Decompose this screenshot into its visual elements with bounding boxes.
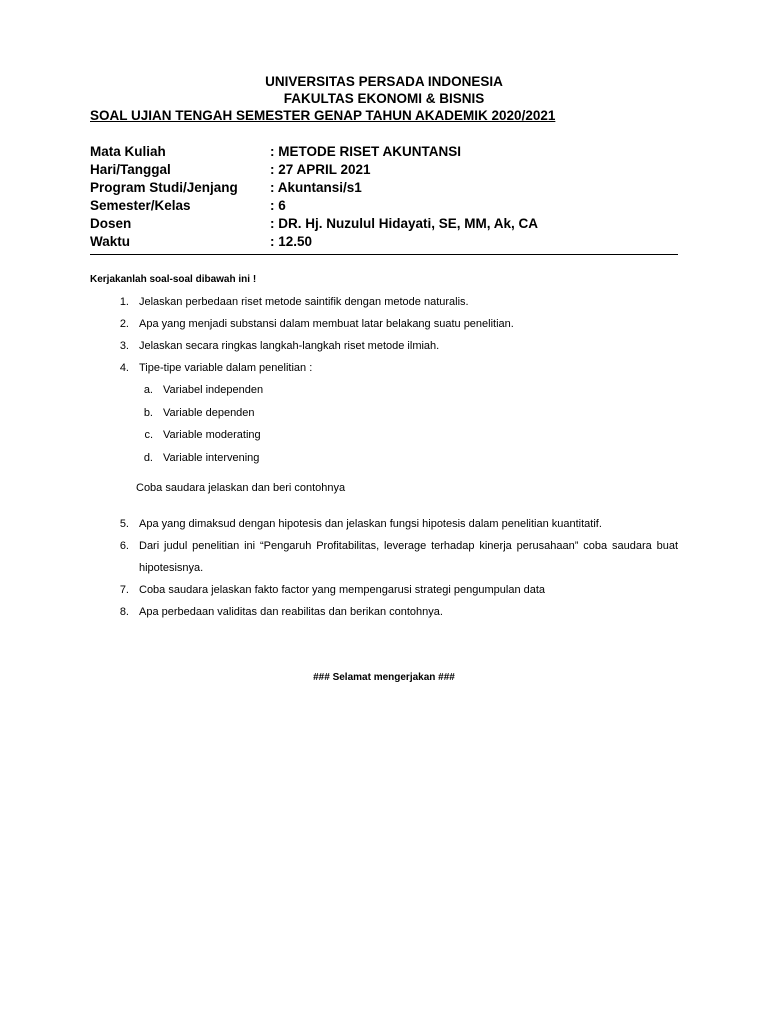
question-number: 4. <box>119 362 129 374</box>
question-number: 5. <box>119 518 129 530</box>
info-label: Mata Kuliah <box>90 144 166 159</box>
question-item <box>90 513 678 535</box>
question-number: 3. <box>119 340 129 352</box>
sub-item-text: Variabel independen <box>163 384 264 396</box>
sub-item-text: Variable dependen <box>163 406 255 419</box>
course-info <box>90 143 678 255</box>
question-text: Apa yang menjadi substansi dalam membuat latar belakang suatu penelitian. <box>139 318 514 330</box>
question-number: 7. <box>119 584 129 596</box>
info-value: : 12.50 <box>270 234 313 249</box>
exam-title: SOAL UJIAN TENGAH SEMESTER GENAP TAHUN AKADEMIK 2020/2021 <box>90 108 556 123</box>
question-text: Tipe-tipe variable dalam penelitian : <box>139 362 313 374</box>
info-row <box>90 161 678 179</box>
question-item <box>90 313 678 335</box>
question-text: Apa yang dimaksud dengan hipotesis dan jelaskan fungsi hipotesis dalam penelitian kuantitatif. <box>139 518 602 530</box>
info-label: Hari/Tanggal <box>90 162 171 177</box>
info-label: Semester/Kelas <box>90 198 191 213</box>
question-item <box>90 535 678 579</box>
sub-item <box>90 447 678 470</box>
question-item <box>90 335 678 357</box>
info-row <box>90 143 678 161</box>
info-label: Dosen <box>90 216 132 231</box>
sub-item-letter: c. <box>144 429 153 441</box>
sub-item <box>90 402 678 425</box>
sub-item <box>90 424 678 447</box>
closing-message: ### Selamat mengerjakan ### <box>313 672 455 683</box>
sub-item <box>90 379 678 402</box>
sub-item-letter: a. <box>143 384 153 396</box>
sub-item-text: Variable moderating <box>163 429 261 441</box>
question-number: 1. <box>119 296 129 308</box>
info-value: : 27 APRIL 2021 <box>270 162 371 177</box>
question-item <box>90 357 678 379</box>
question-item <box>90 579 678 601</box>
question-item <box>90 601 678 623</box>
info-value: : METODE RISET AKUNTANSI <box>270 144 462 159</box>
question-text: Jelaskan secara ringkas langkah-langkah riset metode ilmiah. <box>139 340 440 352</box>
question-item <box>90 291 678 313</box>
sub-item-letter: d. <box>143 451 153 464</box>
university-name: UNIVERSITAS PERSADA INDONESIA <box>265 74 503 89</box>
question-text: Coba saudara jelaskan fakto factor yang mempengarusi strategi pengumpulan data <box>139 584 546 596</box>
info-value: : DR. Hj. Nuzulul Hidayati, SE, MM, Ak, CA <box>270 216 539 231</box>
info-label: Program Studi/Jenjang <box>90 180 238 195</box>
info-value: : 6 <box>270 198 286 213</box>
info-label: Waktu <box>90 234 130 249</box>
info-row <box>90 215 678 233</box>
info-row <box>90 197 678 215</box>
exam-header <box>0 73 768 123</box>
sub-item-text: Variable intervening <box>163 451 260 464</box>
question-list-b <box>90 513 678 623</box>
question-text: Dari judul penelitian ini “Pengaruh Profitabilitas, leverage terhadap kinerja perusahaan” coba saudara buat hipotesisnya. <box>139 540 678 574</box>
instruction-note: Coba saudara jelaskan dan beri contohnya <box>136 482 346 494</box>
info-value: : Akuntansi/s1 <box>270 180 362 195</box>
question-list-a <box>90 291 678 469</box>
question-number: 2. <box>119 318 129 330</box>
info-row <box>90 179 678 197</box>
question-number: 8. <box>119 606 129 618</box>
info-row <box>90 233 678 251</box>
sub-item-letter: b. <box>143 406 153 419</box>
faculty-name: FAKULTAS EKONOMI & BISNIS <box>283 91 485 106</box>
question-number: 6. <box>119 540 129 552</box>
question-text: Jelaskan perbedaan riset metode saintifik dengan metode naturalis. <box>139 296 469 308</box>
question-text: Apa perbedaan validitas dan reabilitas dan berikan contohnya. <box>139 606 443 618</box>
instruction-text: Kerjakanlah soal-soal dibawah ini ! <box>90 274 257 285</box>
